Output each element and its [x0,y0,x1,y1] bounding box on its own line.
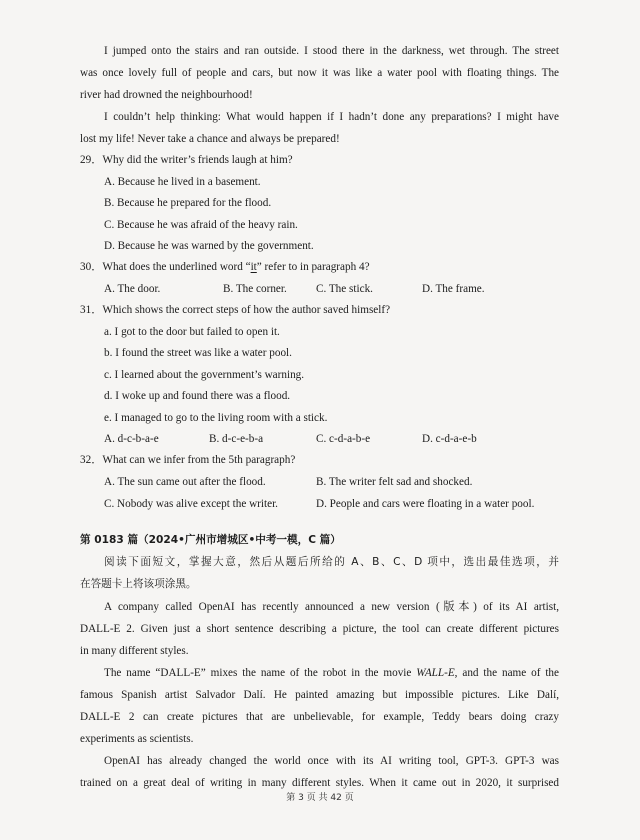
q32-option-a: A. The sun came out after the flood. [104,476,266,488]
q32-option-d: D. People and cars were floating in a water pool. [316,498,535,510]
q31-option-d: D. c-d-a-e-b [422,433,477,445]
question-text: Why did the writer’s friends laugh at him? [102,154,293,166]
q30-option-a: A. The door. [104,283,161,295]
q30-option-d: D. The frame. [422,283,485,295]
movie-title: WALL-E [416,667,455,679]
q31-step-b: b. I found the street was like a water pool. [104,347,292,359]
passage-p3-line1: OpenAI has already changed the world once with its AI writing tool, GPT-3. GPT-3 was [104,755,559,767]
question-31 [80,303,390,317]
q29-option-d: D. Because he was warned by the government. [104,240,314,252]
underlined-word: it [250,261,257,273]
q29-option-a: A. Because he lived in a basement. [104,176,261,188]
passage-p2-line4: experiments as scientists. [80,733,194,745]
passage-p1-line2: DALL-E 2. Given just a short sentence describing a picture, the tool can create different pictures [80,623,559,635]
story-p2-line1: I couldn’t help thinking: What would happen if I hadn’t done any preparations? I might have [104,111,559,123]
q31-option-b: B. d-c-e-b-a [209,433,264,445]
section-title: 第 0183 篇（2024•广州市增城区•中考一模，C 篇） [80,534,341,546]
q29-option-c: C. Because he was afraid of the heavy rain. [104,219,298,231]
q31-option-c: C. c-d-a-b-e [316,433,371,445]
passage-p2-line3: DALL-E 2 can create pictures that are unbelievable, for example, Teddy bears doing crazy [80,711,559,723]
q31-step-c: c. I learned about the government’s warning. [104,369,305,381]
story-p1-line2: was once lovely full of people and cars, but now it was like a water pool with floating things. The [80,67,559,79]
story-p2-line2: lost my life! Never take a chance and always be prepared! [80,133,340,145]
q31-step-d: d. I woke up and found there was a flood. [104,390,291,402]
question-32 [80,453,295,467]
question-number: 32． [80,454,103,466]
q32-option-b: B. The writer felt sad and shocked. [316,476,473,488]
question-number: 30． [80,261,103,273]
question-text-before: What does the underlined word “ [102,261,251,273]
q30-option-c: C. The stick. [316,283,373,295]
question-text: Which shows the correct steps of how the author saved himself? [102,304,391,316]
q31-option-a: A. d-c-b-a-e [104,433,159,445]
question-29 [80,153,293,167]
q31-step-a: a. I got to the door but failed to open it. [104,326,280,338]
q31-step-e: e. I managed to go to the living room with a stick. [104,412,328,424]
q29-option-b: B. Because he prepared for the flood. [104,197,272,209]
question-30 [80,260,370,274]
question-text-after: ” refer to in paragraph 4? [256,261,370,273]
question-number: 29． [80,154,103,166]
story-p1-line1: I jumped onto the stairs and ran outside. I stood there in the darkness, wet through. The street [104,45,559,57]
passage-p1-line3: in many different styles. [80,645,189,657]
q30-option-b: B. The corner. [223,283,287,295]
section-instruction-line1: 阅读下面短文，掌握大意，然后从题后所给的 A、B、C、D 项中，选出最佳选项，并 [104,556,559,568]
question-number: 31． [80,304,103,316]
passage-p3-line2: trained on a great deal of writing in many different styles. When it came out in 2020, it surprised [80,777,559,789]
section-instruction-line2: 在答题卡上将该项涂黑。 [80,578,197,590]
page-footer: 第 3 页 共 42 页 [286,793,354,803]
passage-p2-line1: The name “DALL-E” mixes the name of the robot in the movie WALL-E, and the name of the [104,667,559,679]
story-p1-line3: river had drowned the neighbourhood! [80,89,253,101]
passage-p2-line2: famous Spanish artist Salvador Dalí. He painted amazing but impossible pictures. Like Dalí, [80,689,559,701]
passage-p1-line1: A company called OpenAI has recently announced a new version (版本) of its AI artist, [104,601,559,613]
question-text: What can we infer from the 5th paragraph? [102,454,296,466]
q32-option-c: C. Nobody was alive except the writer. [104,498,278,510]
